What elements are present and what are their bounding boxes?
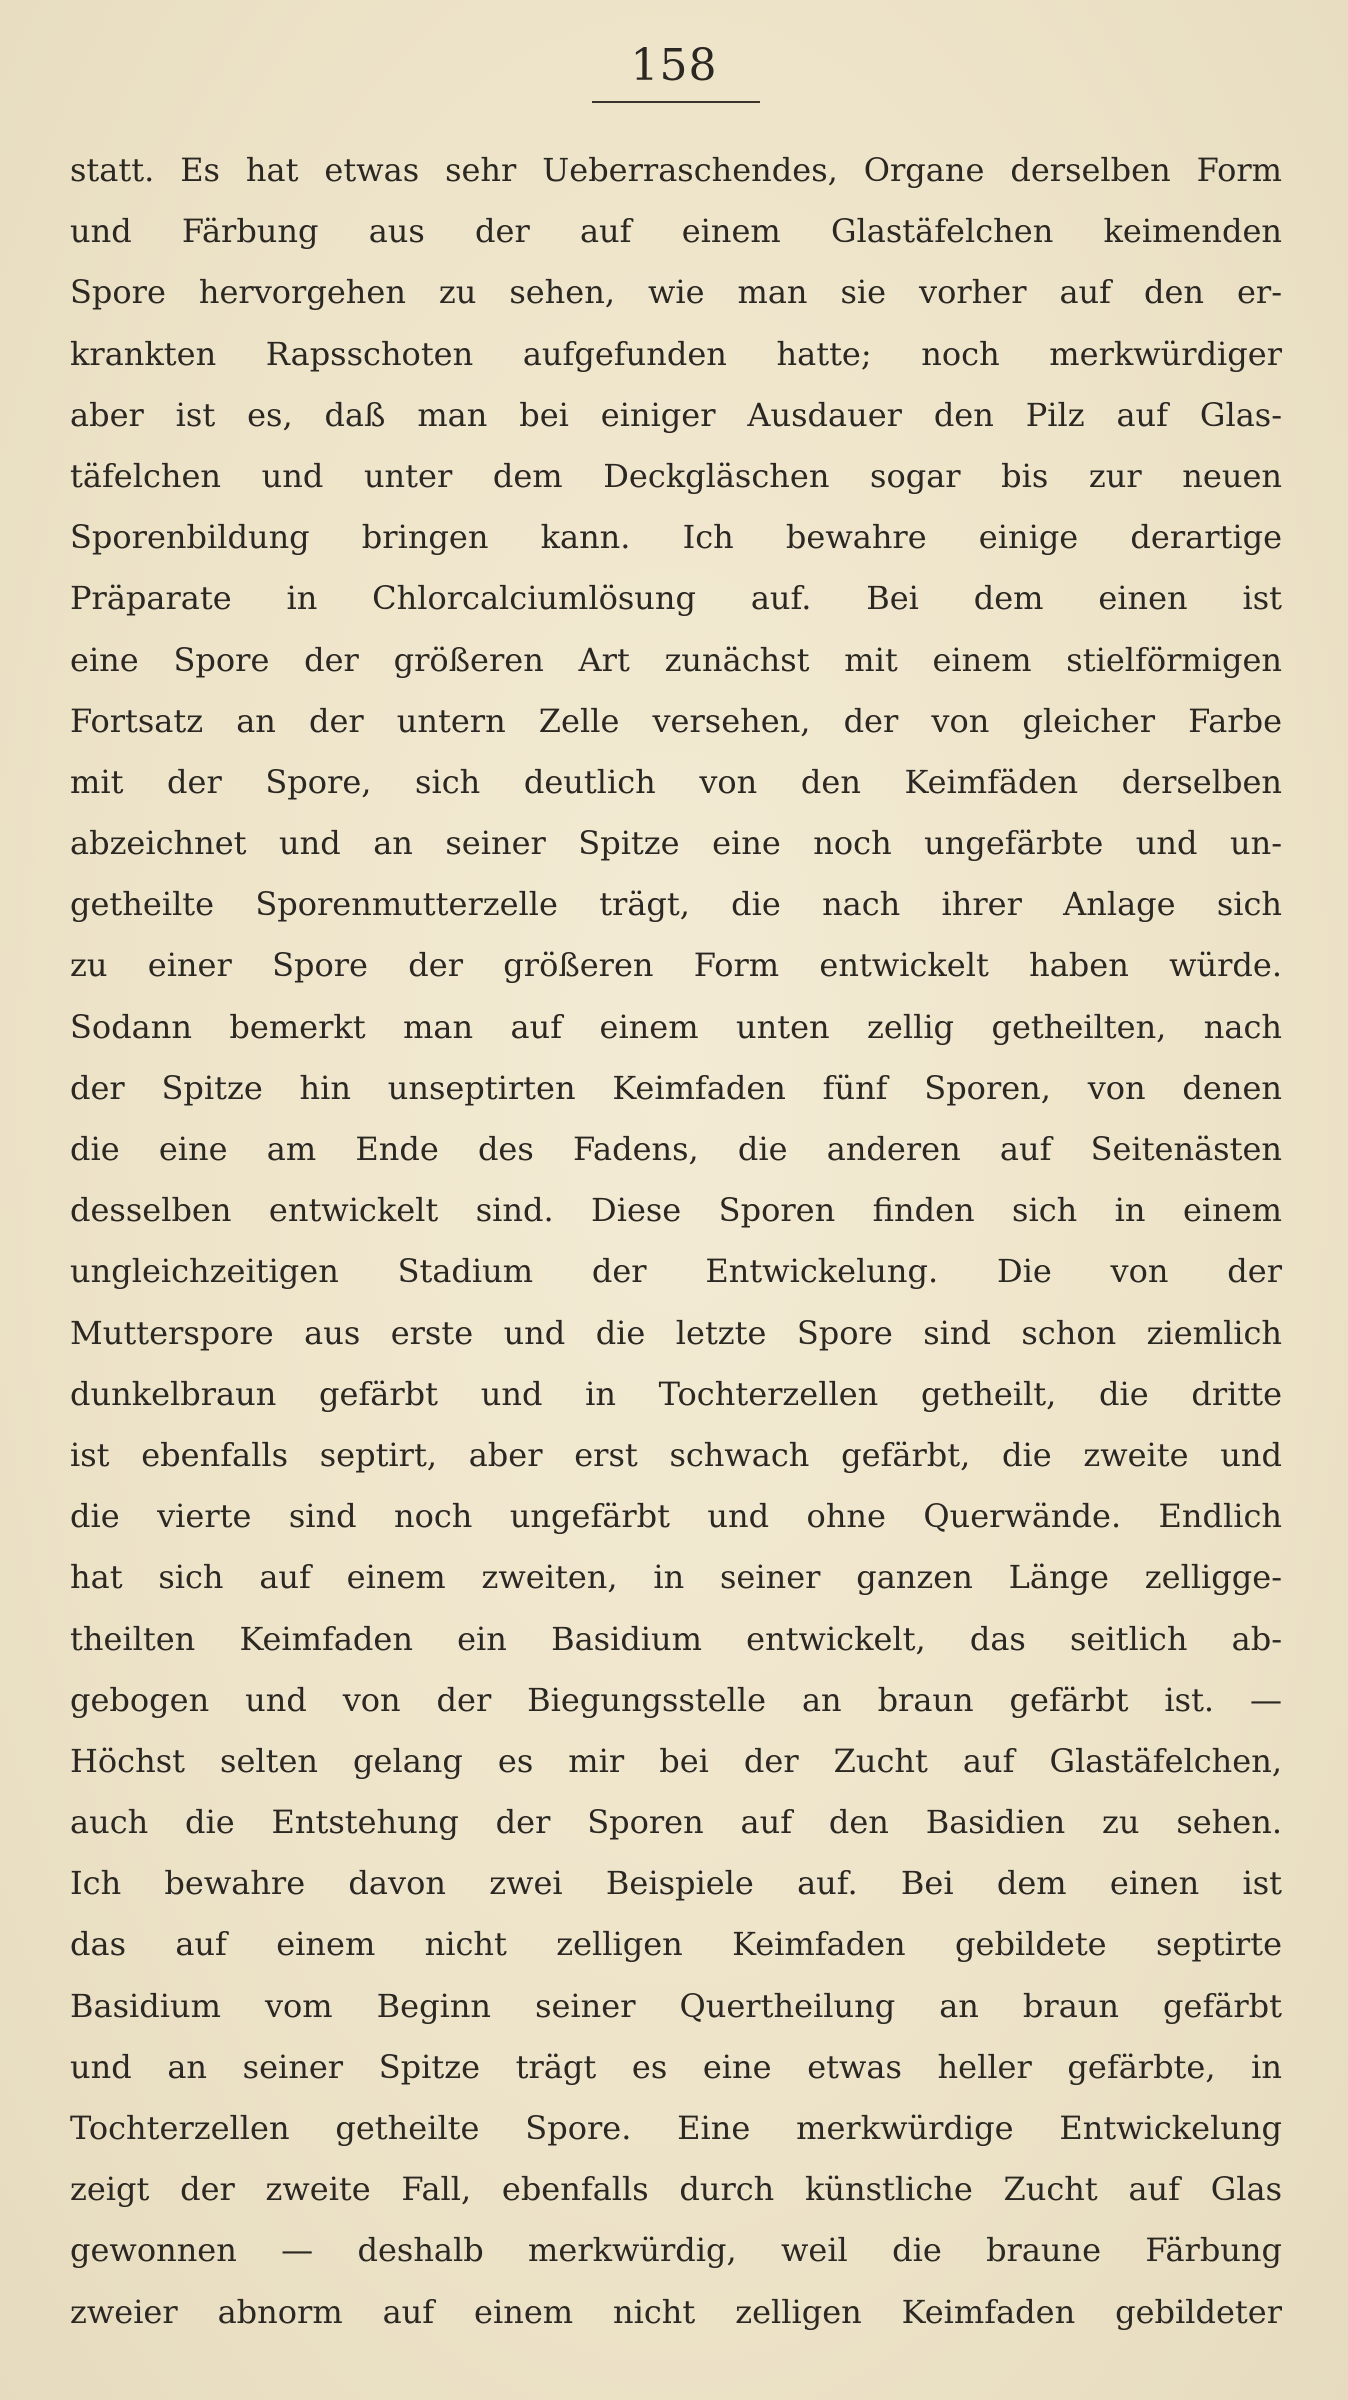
text-line: und Färbung aus der auf einem Glastäfelchen keimenden	[70, 212, 1282, 251]
text-line: und an seiner Spitze trägt es eine etwas heller gefärbte, in	[70, 2047, 1282, 2086]
header-rule	[592, 101, 760, 103]
text-line: Fortsatz an der untern Zelle versehen, der von gleicher Farbe	[70, 701, 1282, 740]
page-number: 158	[630, 40, 718, 91]
text-line: Mutterspore aus erste und die letzte Spore sind schon ziemlich	[70, 1313, 1282, 1352]
text-line: mit der Spore, sich deutlich von den Keimfäden derselben	[70, 762, 1282, 801]
text-line: die vierte sind noch ungefärbt und ohne Querwände. Endlich	[70, 1497, 1282, 1536]
text-line: gebogen und von der Biegungsstelle an braun gefärbt ist. —	[70, 1680, 1282, 1719]
text-line: theilten Keimfaden ein Basidium entwickelt, das seitlich ab-	[70, 1619, 1282, 1658]
text-line: ist ebenfalls septirt, aber erst schwach gefärbt, die zweite und	[70, 1435, 1282, 1474]
text-line: statt. Es hat etwas sehr Ueberraschendes, Organe derselben Form	[70, 151, 1282, 189]
text-line: getheilte Sporenmutterzelle trägt, die nach ihrer Anlage sich	[70, 885, 1282, 924]
text-line: gewonnen — deshalb merkwürdig, weil die braune Färbung	[70, 2231, 1282, 2270]
text-line: ungleichzeitigen Stadium der Entwickelung. Die von der	[70, 1252, 1282, 1291]
text-line: Basidium vom Beginn seiner Quertheilung an braun gefärbt	[70, 1986, 1282, 2025]
text-line: aber ist es, daß man bei einiger Ausdauer den Pilz auf Glas-	[70, 395, 1282, 434]
body-text	[70, 140, 1282, 2343]
text-line: die eine am Ende des Fadens, die anderen auf Seitenästen	[70, 1130, 1282, 1168]
text-line: Tochterzellen getheilte Spore. Eine merkwürdige Entwickelung	[70, 2109, 1282, 2147]
text-line: hat sich auf einem zweiten, in seiner ganzen Länge zelligge-	[70, 1558, 1282, 1597]
text-line: Spore hervorgehen zu sehen, wie man sie vorher auf den er-	[70, 273, 1282, 312]
text-line: eine Spore der größeren Art zunächst mit einem stielförmigen	[70, 640, 1282, 679]
text-line: täfelchen und unter dem Deckgläschen sogar bis zur neuen	[70, 456, 1282, 495]
text-line: das auf einem nicht zelligen Keimfaden gebildete septirte	[70, 1925, 1282, 1964]
text-line: abzeichnet und an seiner Spitze eine noch ungefärbte und un-	[70, 824, 1282, 863]
text-line: krankten Rapsschoten aufgefunden hatte; noch merkwürdiger	[70, 334, 1282, 373]
text-line: zweier abnorm auf einem nicht zelligen Keimfaden gebildeter	[70, 2292, 1282, 2331]
text-line: auch die Entstehung der Sporen auf den Basidien zu sehen.	[70, 1803, 1282, 1842]
text-line: Ich bewahre davon zwei Beispiele auf. Bei dem einen ist	[70, 1864, 1282, 1903]
text-line: Höchst selten gelang es mir bei der Zucht auf Glastäfelchen,	[70, 1741, 1282, 1780]
text-line: Präparate in Chlorcalciumlösung auf. Bei dem einen ist	[70, 579, 1282, 618]
text-line: zeigt der zweite Fall, ebenfalls durch künstliche Zucht auf Glas	[70, 2170, 1282, 2209]
text-line: der Spitze hin unseptirten Keimfaden fünf Sporen, von denen	[70, 1068, 1282, 1107]
text-line: desselben entwickelt sind. Diese Sporen finden sich in einem	[70, 1191, 1282, 1230]
text-line: Sporenbildung bringen kann. Ich bewahre einige derartige	[70, 518, 1282, 557]
text-line: zu einer Spore der größeren Form entwickelt haben würde.	[70, 946, 1282, 985]
text-line: Sodann bemerkt man auf einem unten zellig getheilten, nach	[70, 1007, 1282, 1046]
text-line: dunkelbraun gefärbt und in Tochterzellen getheilt, die dritte	[70, 1374, 1282, 1413]
